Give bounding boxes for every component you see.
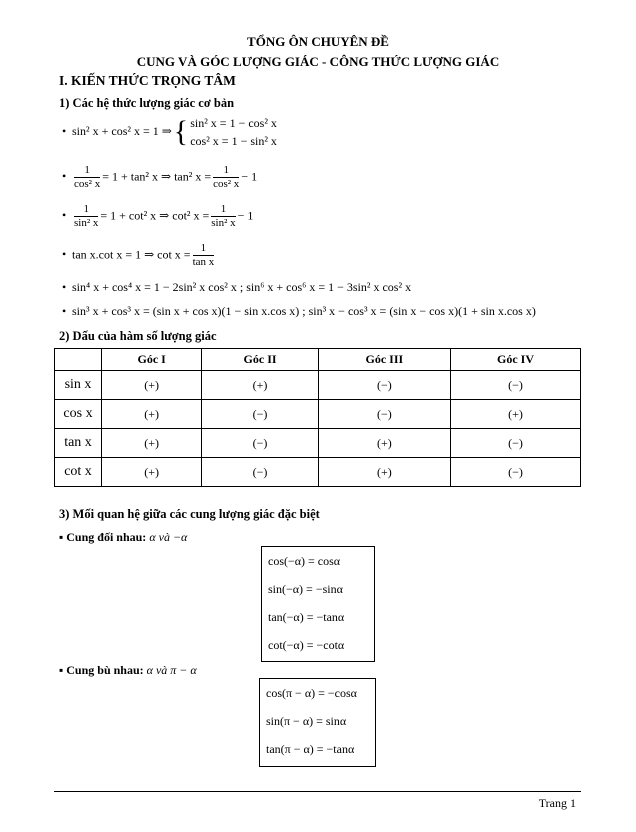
supplementary-arcs-label: ▪ Cung bù nhau: α và π − α	[59, 663, 197, 677]
doc-title-2: CUNG VÀ GÓC LƯỢNG GIÁC - CÔNG THỨC LƯỢNG GIÁC	[136, 54, 500, 69]
formula-3-end: − 1	[237, 208, 254, 223]
table-row	[55, 371, 581, 400]
formula-6-text: sin³ x + cos³ x = (sin x + cos x)(1 − sin x.cos x) ; sin³ x − cos³ x = (sin x − cos x)(1 + sin x.cos x)	[72, 304, 536, 318]
formula-power-4-6: • sin⁴ x + cos⁴ x = 1 − 2sin² x cos² x ; sin⁶ x + cos⁶ x = 1 − 3sin² x cos² x	[62, 280, 412, 294]
table-header-cell: Góc IV	[450, 349, 580, 371]
formula-3-den2: sin² x	[211, 217, 236, 229]
formula-1-left: sin² x + cos² x = 1 ⇒	[72, 123, 172, 138]
formula-3-den: sin² x	[74, 217, 99, 229]
formula-2-num: 1	[74, 164, 100, 178]
formula-tan-cot: • tan x.cot x = 1 ⇒ cot x = $\frac{1}{\text{tan x}}$	[62, 242, 215, 268]
table-header-cell: Góc I	[102, 349, 202, 371]
supplementary-formula: sin(π − α) = sinα	[266, 714, 347, 728]
function-name: cos x	[55, 400, 102, 429]
formula-2-num2: 1	[213, 164, 239, 178]
sign-cell: (−)	[318, 400, 450, 429]
opposite-label: Cung đối nhau:	[66, 530, 147, 544]
opposite-arcs-box	[261, 546, 375, 662]
subsection-2-heading: 2) Dấu của hàm số lượng giác	[59, 329, 217, 343]
formula-5-text: sin⁴ x + cos⁴ x = 1 − 2sin² x cos² x ; sin⁶ x + cos⁶ x = 1 − 3sin² x cos² x	[72, 280, 412, 294]
formula-2-den2: cos² x	[213, 178, 240, 190]
sign-cell: (−)	[450, 371, 580, 400]
sign-cell: (−)	[450, 458, 580, 487]
sign-cell: (+)	[318, 458, 450, 487]
formula-4-num: 1	[193, 242, 215, 256]
supplementary-label-math: α và π − α	[146, 663, 197, 677]
formula-1-bottom: cos² x = 1 − sin² x	[190, 134, 277, 148]
sign-cell: (−)	[318, 371, 450, 400]
sign-cell: (+)	[102, 458, 202, 487]
sign-cell: (−)	[450, 429, 580, 458]
subsection-1-heading: 1) Các hệ thức lượng giác cơ bản	[59, 96, 235, 110]
footer-divider	[54, 791, 581, 792]
table-row	[55, 458, 581, 487]
formula-3-num2: 1	[211, 203, 235, 217]
formula-power-3: • sin³ x + cos³ x = (sin x + cos x)(1 − sin x.cos x) ; sin³ x − cos³ x = (sin x − cos x)(1 + sin x.cos x)	[62, 304, 536, 318]
opposite-formula: tan(−α) = −tanα	[268, 610, 345, 624]
function-name: tan x	[55, 429, 102, 458]
sign-cell: (+)	[318, 429, 450, 458]
sign-cell: (+)	[102, 371, 202, 400]
formula-2-den: cos² x	[74, 178, 101, 190]
sign-cell: (+)	[102, 400, 202, 429]
sign-cell: (+)	[450, 400, 580, 429]
formula-tan: • $\frac{1}{\text{cos² x}}$ = 1 + tan² x ⇒ tan² x = $\frac{1}{\text{cos² x}}$ − 1	[62, 164, 258, 190]
opposite-formula: cot(−α) = −cotα	[268, 638, 345, 652]
formula-cot: • $\frac{1}{\text{sin² x}}$ = 1 + cot² x ⇒ cot² x = $\frac{1}{\text{sin² x}}$ − 1	[62, 203, 254, 229]
function-name: sin x	[55, 371, 102, 400]
page-number: Trang 1	[538, 796, 576, 810]
formula-pythagorean: • sin² x + cos² x = 1 ⇒{ sin² x = 1 − cos² x cos² x = 1 − sin² x	[62, 115, 277, 148]
doc-title-1: TỔNG ÔN CHUYÊN ĐỀ	[247, 34, 389, 49]
table-row	[55, 429, 581, 458]
subsection-3-heading: 3) Mối quan hệ giữa các cung lượng giác đặc biệt	[59, 507, 320, 521]
formula-3-mid: = 1 + cot² x ⇒ cot² x =	[100, 208, 210, 223]
table-header-cell: Góc III	[318, 349, 450, 371]
brace-symbol: {	[173, 115, 189, 148]
formula-2-end: − 1	[241, 169, 258, 184]
supplementary-formula: cos(π − α) = −cosα	[266, 686, 357, 700]
opposite-formula: sin(−α) = −sinα	[268, 582, 343, 596]
table-header-cell	[55, 349, 102, 371]
sign-table	[54, 348, 581, 487]
table-row	[55, 400, 581, 429]
opposite-arcs-label: ▪ Cung đối nhau: α và −α	[59, 530, 188, 544]
sign-cell: (−)	[202, 458, 318, 487]
supplementary-arcs-box	[259, 678, 376, 767]
opposite-label-math: α và −α	[149, 530, 188, 544]
formula-1-top: sin² x = 1 − cos² x	[190, 116, 277, 130]
sign-cell: (+)	[102, 429, 202, 458]
function-name: cot x	[55, 458, 102, 487]
supplementary-formula: tan(π − α) = −tanα	[266, 742, 355, 756]
formula-3-num: 1	[74, 203, 98, 217]
section-heading: I. KIẾN THỨC TRỌNG TÂM	[59, 73, 236, 88]
sign-cell: (−)	[202, 400, 318, 429]
formula-4-den: tan x	[192, 256, 215, 268]
formula-2-mid: = 1 + tan² x ⇒ tan² x =	[102, 169, 212, 184]
sign-table-header-row	[55, 349, 581, 371]
opposite-formula: cos(−α) = cosα	[268, 554, 341, 568]
formula-4-left: tan x.cot x = 1 ⇒ cot x =	[72, 247, 191, 262]
table-header-cell: Góc II	[202, 349, 318, 371]
sign-cell: (+)	[202, 371, 318, 400]
sign-cell: (−)	[202, 429, 318, 458]
supplementary-label: Cung bù nhau:	[66, 663, 144, 677]
